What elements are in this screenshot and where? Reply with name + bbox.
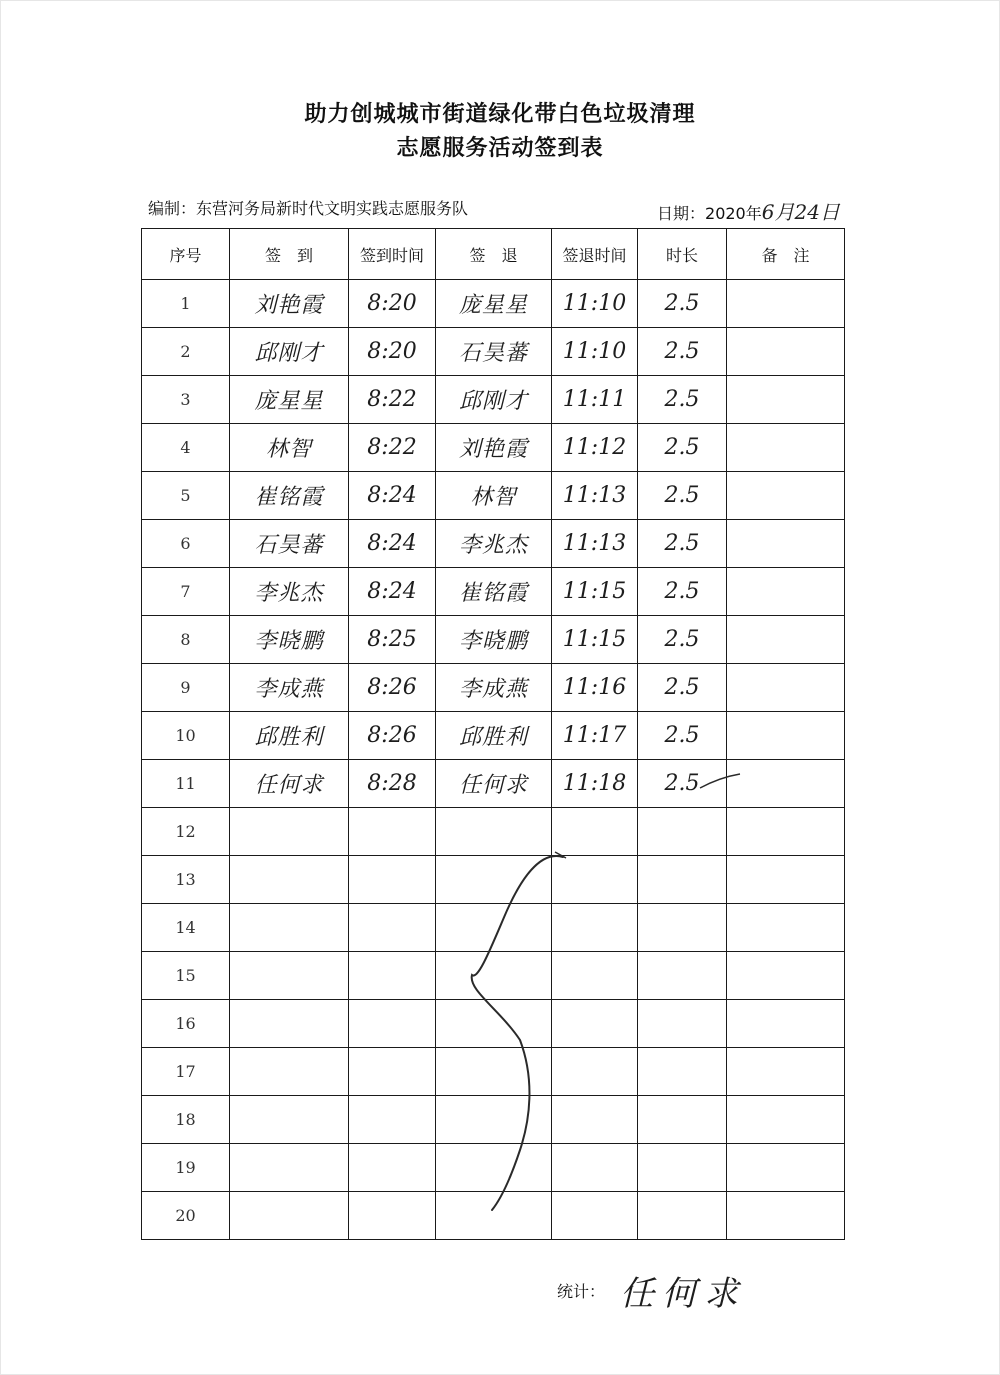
sign-in-signature	[230, 904, 349, 952]
duration-value	[638, 1144, 727, 1192]
duration-value	[638, 856, 727, 904]
sign-out-signature: 邱刚才	[436, 376, 552, 424]
table-row	[142, 520, 845, 568]
sign-in-time: 8:26	[349, 712, 436, 760]
row-seq: 15	[142, 952, 230, 1000]
remark-cell	[727, 1096, 845, 1144]
duration-value: 2.5	[638, 424, 727, 472]
row-seq: 18	[142, 1096, 230, 1144]
table-row	[142, 328, 845, 376]
date-label: 日期：	[657, 204, 706, 223]
form-title-line2: 志愿服务活动签到表	[396, 135, 604, 161]
sign-out-signature	[436, 1096, 552, 1144]
sign-out-signature	[436, 856, 552, 904]
compiler-field	[148, 196, 468, 219]
remark-cell	[727, 328, 845, 376]
table-row	[142, 472, 845, 520]
sign-in-signature: 邱胜利	[230, 712, 349, 760]
header-sign-out-time: 签退时间	[552, 229, 638, 280]
sign-in-time: 8:20	[349, 280, 436, 328]
duration-value	[638, 1048, 727, 1096]
table-row	[142, 1192, 845, 1240]
duration-value	[638, 1192, 727, 1240]
sign-in-signature: 崔铭霞	[230, 472, 349, 520]
sign-in-signature	[230, 1096, 349, 1144]
duration-value: 2.5	[638, 472, 727, 520]
sign-in-signature: 刘艳霞	[230, 280, 349, 328]
table-row	[142, 616, 845, 664]
sign-out-time: 11:12	[552, 424, 638, 472]
remark-cell	[727, 1000, 845, 1048]
duration-value: 2.5	[638, 376, 727, 424]
sign-out-time: 11:18	[552, 760, 638, 808]
sign-out-signature	[436, 952, 552, 1000]
header-sign-out: 签 退	[436, 229, 552, 280]
header-seq: 序号	[142, 229, 230, 280]
row-seq: 9	[142, 664, 230, 712]
header-remark: 备 注	[727, 229, 845, 280]
sign-out-time: 11:10	[552, 328, 638, 376]
sign-out-time: 11:15	[552, 616, 638, 664]
table-row	[142, 808, 845, 856]
remark-cell	[727, 712, 845, 760]
sign-out-signature	[436, 1192, 552, 1240]
table-row	[142, 712, 845, 760]
remark-cell	[727, 520, 845, 568]
sign-in-time: 8:26	[349, 664, 436, 712]
remark-cell	[727, 472, 845, 520]
sign-out-signature: 李晓鹏	[436, 616, 552, 664]
sign-out-signature	[436, 1048, 552, 1096]
sign-out-signature: 林智	[436, 472, 552, 520]
sign-in-time: 8:28	[349, 760, 436, 808]
sign-out-signature: 庞星星	[436, 280, 552, 328]
compiler-label: 编制：	[148, 199, 197, 218]
sign-in-time	[349, 1144, 436, 1192]
sign-in-time	[349, 1000, 436, 1048]
sign-in-time	[349, 1192, 436, 1240]
row-seq: 19	[142, 1144, 230, 1192]
sign-out-signature	[436, 1000, 552, 1048]
sign-in-signature	[230, 1000, 349, 1048]
date-handwritten: 6月24日	[761, 200, 840, 224]
table-row	[142, 1048, 845, 1096]
table-row	[142, 424, 845, 472]
sign-in-signature: 李成燕	[230, 664, 349, 712]
remark-cell	[727, 568, 845, 616]
duration-value: 2.5	[638, 520, 727, 568]
remark-cell	[727, 1144, 845, 1192]
duration-value	[638, 952, 727, 1000]
remark-cell	[727, 376, 845, 424]
table-header-row	[142, 229, 845, 280]
row-seq: 8	[142, 616, 230, 664]
remark-cell	[727, 808, 845, 856]
sign-out-time: 11:10	[552, 280, 638, 328]
remark-cell	[727, 280, 845, 328]
sign-out-signature: 李兆杰	[436, 520, 552, 568]
sign-out-time	[552, 1192, 638, 1240]
remark-cell	[727, 616, 845, 664]
duration-value: 2.5	[638, 712, 727, 760]
sign-out-signature	[436, 808, 552, 856]
sign-in-time: 8:25	[349, 616, 436, 664]
sign-in-time: 8:24	[349, 568, 436, 616]
header-sign-in-time: 签到时间	[349, 229, 436, 280]
row-seq: 16	[142, 1000, 230, 1048]
duration-value: 2.5	[638, 664, 727, 712]
remark-cell	[727, 856, 845, 904]
header-sign-in: 签 到	[230, 229, 349, 280]
stat-label: 统计：	[557, 1282, 606, 1301]
table-row	[142, 1000, 845, 1048]
remark-cell	[727, 424, 845, 472]
sign-in-signature: 李兆杰	[230, 568, 349, 616]
duration-value	[638, 1000, 727, 1048]
sign-in-time: 8:22	[349, 424, 436, 472]
table-row	[142, 376, 845, 424]
sign-in-signature	[230, 856, 349, 904]
sign-out-time	[552, 904, 638, 952]
remark-cell	[727, 952, 845, 1000]
form-title-line1: 助力创城城市街道绿化带白色垃圾清理	[304, 101, 696, 127]
sign-in-signature: 任何求	[230, 760, 349, 808]
duration-value	[638, 808, 727, 856]
remark-cell	[727, 760, 845, 808]
sign-in-signature: 李晓鹏	[230, 616, 349, 664]
sign-out-signature	[436, 904, 552, 952]
sign-out-signature: 石昊蕃	[436, 328, 552, 376]
row-seq: 1	[142, 280, 230, 328]
sign-out-time: 11:13	[552, 520, 638, 568]
sign-in-signature: 庞星星	[230, 376, 349, 424]
sign-in-time	[349, 904, 436, 952]
remark-cell	[727, 1048, 845, 1096]
date-year: 2020年	[705, 204, 762, 223]
sign-in-table	[141, 228, 845, 1240]
row-seq: 13	[142, 856, 230, 904]
remark-cell	[727, 664, 845, 712]
duration-value	[638, 1096, 727, 1144]
sign-out-time	[552, 1144, 638, 1192]
sign-out-signature	[436, 1144, 552, 1192]
table-row	[142, 1144, 845, 1192]
table-row	[142, 952, 845, 1000]
sign-in-signature: 邱刚才	[230, 328, 349, 376]
sign-in-signature	[230, 808, 349, 856]
sign-out-time	[552, 1000, 638, 1048]
table-row	[142, 856, 845, 904]
sign-out-signature: 李成燕	[436, 664, 552, 712]
table-row	[142, 760, 845, 808]
row-seq: 2	[142, 328, 230, 376]
sign-out-time	[552, 952, 638, 1000]
sign-in-time	[349, 1048, 436, 1096]
duration-value: 2.5	[638, 616, 727, 664]
sign-in-time	[349, 808, 436, 856]
table-row	[142, 1096, 845, 1144]
table-row	[142, 568, 845, 616]
duration-value: 2.5	[638, 328, 727, 376]
remark-cell	[727, 1192, 845, 1240]
sign-out-time	[552, 1048, 638, 1096]
row-seq: 12	[142, 808, 230, 856]
sign-out-signature: 任何求	[436, 760, 552, 808]
sign-in-time: 8:20	[349, 328, 436, 376]
sign-in-time	[349, 856, 436, 904]
remark-cell	[727, 904, 845, 952]
duration-value: 2.5	[638, 568, 727, 616]
sign-out-time: 11:16	[552, 664, 638, 712]
compiler-value: 东营河务局新时代文明实践志愿服务队	[196, 199, 469, 218]
sign-in-time	[349, 1096, 436, 1144]
row-seq: 4	[142, 424, 230, 472]
stat-signature: 任何求	[620, 1274, 746, 1314]
row-seq: 5	[142, 472, 230, 520]
sign-in-signature: 林智	[230, 424, 349, 472]
duration-value	[638, 904, 727, 952]
sign-in-signature	[230, 952, 349, 1000]
row-seq: 11	[142, 760, 230, 808]
row-seq: 14	[142, 904, 230, 952]
table-row	[142, 904, 845, 952]
table-row	[142, 280, 845, 328]
sign-in-signature	[230, 1192, 349, 1240]
row-seq: 10	[142, 712, 230, 760]
sign-out-time: 11:15	[552, 568, 638, 616]
sign-in-time	[349, 952, 436, 1000]
sign-out-time	[552, 1096, 638, 1144]
row-seq: 17	[142, 1048, 230, 1096]
sign-out-signature: 邱胜利	[436, 712, 552, 760]
row-seq: 7	[142, 568, 230, 616]
header-duration: 时长	[638, 229, 727, 280]
row-seq: 20	[142, 1192, 230, 1240]
sign-in-signature	[230, 1144, 349, 1192]
date-field	[657, 196, 840, 225]
sign-in-time: 8:22	[349, 376, 436, 424]
sign-out-signature: 刘艳霞	[436, 424, 552, 472]
sign-out-time	[552, 808, 638, 856]
row-seq: 6	[142, 520, 230, 568]
sign-out-time: 11:17	[552, 712, 638, 760]
sign-in-time: 8:24	[349, 520, 436, 568]
sign-out-signature: 崔铭霞	[436, 568, 552, 616]
row-seq: 3	[142, 376, 230, 424]
table-row	[142, 664, 845, 712]
duration-value: 2.5	[638, 760, 727, 808]
duration-value: 2.5	[638, 280, 727, 328]
sign-in-signature	[230, 1048, 349, 1096]
sign-in-time: 8:24	[349, 472, 436, 520]
sign-in-signature: 石昊蕃	[230, 520, 349, 568]
sign-out-time	[552, 856, 638, 904]
sign-out-time: 11:11	[552, 376, 638, 424]
sign-out-time: 11:13	[552, 472, 638, 520]
